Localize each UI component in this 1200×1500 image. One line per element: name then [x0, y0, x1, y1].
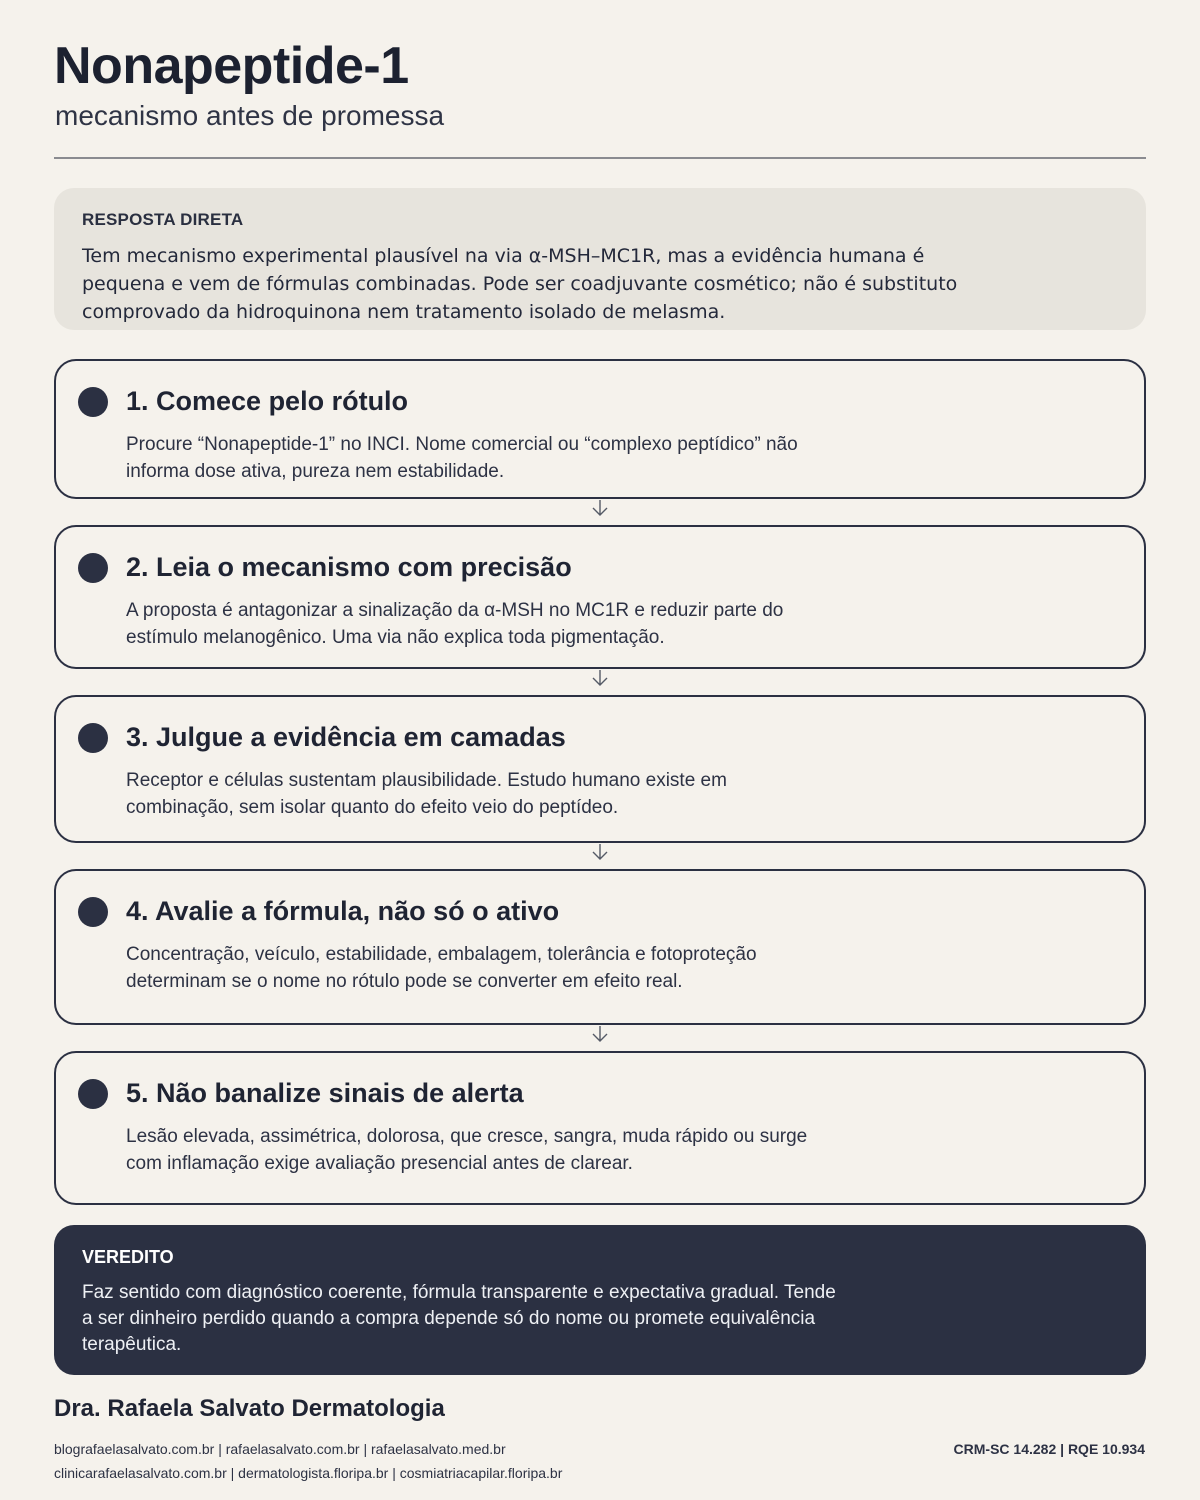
- bullet-dot-icon: [78, 1079, 108, 1109]
- step-card-5: [54, 1051, 1146, 1205]
- step-description: Procure “Nonapeptide-1” no INCI. Nome comercial ou “complexo peptídico” não informa dose ativa, pureza nem estabilidade.: [126, 434, 798, 482]
- step-description: Concentração, veículo, estabilidade, embalagem, tolerância e fotoproteção determinam se o nome no rótulo pode se converter em efeito real.: [126, 944, 757, 992]
- step-card-3: [54, 695, 1146, 843]
- footer-brand: Dra. Rafaela Salvato Dermatologia: [54, 1395, 445, 1422]
- step-title: 4. Avalie a fórmula, não só o ativo: [126, 896, 560, 926]
- header-divider: [54, 157, 1146, 159]
- bullet-dot-icon: [78, 387, 108, 417]
- step-description: A proposta é antagonizar a sinalização da α-MSH no MC1R e reduzir parte do estímulo melanogênico. Uma via não explica toda pigmentação.: [126, 600, 784, 648]
- verdict-text: Faz sentido com diagnóstico coerente, fórmula transparente e expectativa gradual. Tende a ser dinheiro perdido quando a compra depende só do nome ou promete equivalência terapêutica.: [82, 1282, 836, 1355]
- footer-links-line: blografaelasalvato.com.br | rafaelasalvato.com.br | rafaelasalvato.med.br: [54, 1441, 506, 1457]
- verdict-box: [54, 1225, 1146, 1375]
- page-title: Nonapeptide-1: [54, 37, 409, 95]
- arrow-down-icon: [590, 1024, 610, 1044]
- step-description: Receptor e células sustentam plausibilidade. Estudo humano existe em combinação, sem isolar quanto do efeito veio do peptídeo.: [126, 770, 727, 818]
- bullet-dot-icon: [78, 553, 108, 583]
- direct-answer-label: RESPOSTA DIRETA: [82, 210, 244, 229]
- arrow-down-icon: [590, 498, 610, 518]
- step-card-1: [54, 359, 1146, 499]
- step-description: Lesão elevada, assimétrica, dolorosa, que cresce, sangra, muda rápido ou surge com inflamação exige avaliação presencial antes de clarear.: [126, 1126, 808, 1174]
- footer-links: [54, 1437, 562, 1485]
- step-card-2: [54, 525, 1146, 669]
- page-subtitle: mecanismo antes de promessa: [55, 100, 445, 131]
- direct-answer-box: [54, 188, 1146, 330]
- bullet-dot-icon: [78, 897, 108, 927]
- step-title: 2. Leia o mecanismo com precisão: [126, 552, 572, 582]
- arrow-down-icon: [590, 668, 610, 688]
- footer-links-line: clinicarafaelasalvato.com.br | dermatologista.floripa.br | cosmiatriacapilar.floripa.br: [54, 1465, 563, 1481]
- step-title: 1. Comece pelo rótulo: [126, 386, 409, 416]
- step-card-4: [54, 869, 1146, 1025]
- verdict-label: VEREDITO: [82, 1247, 174, 1267]
- direct-answer-text: Tem mecanismo experimental plausível na via α-MSH–MC1R, mas a evidência humana é pequena e vem de fórmulas combinadas. Pode ser coadjuvante cosmético; não é substituto comprovado da hidroquinona nem tratamento isolado de melasma.: [82, 245, 958, 323]
- step-title: 3. Julgue a evidência em camadas: [126, 722, 566, 752]
- bullet-dot-icon: [78, 723, 108, 753]
- step-title: 5. Não banalize sinais de alerta: [126, 1078, 524, 1108]
- arrow-down-icon: [590, 842, 610, 862]
- footer-credentials: CRM-SC 14.282 | RQE 10.934: [953, 1441, 1145, 1457]
